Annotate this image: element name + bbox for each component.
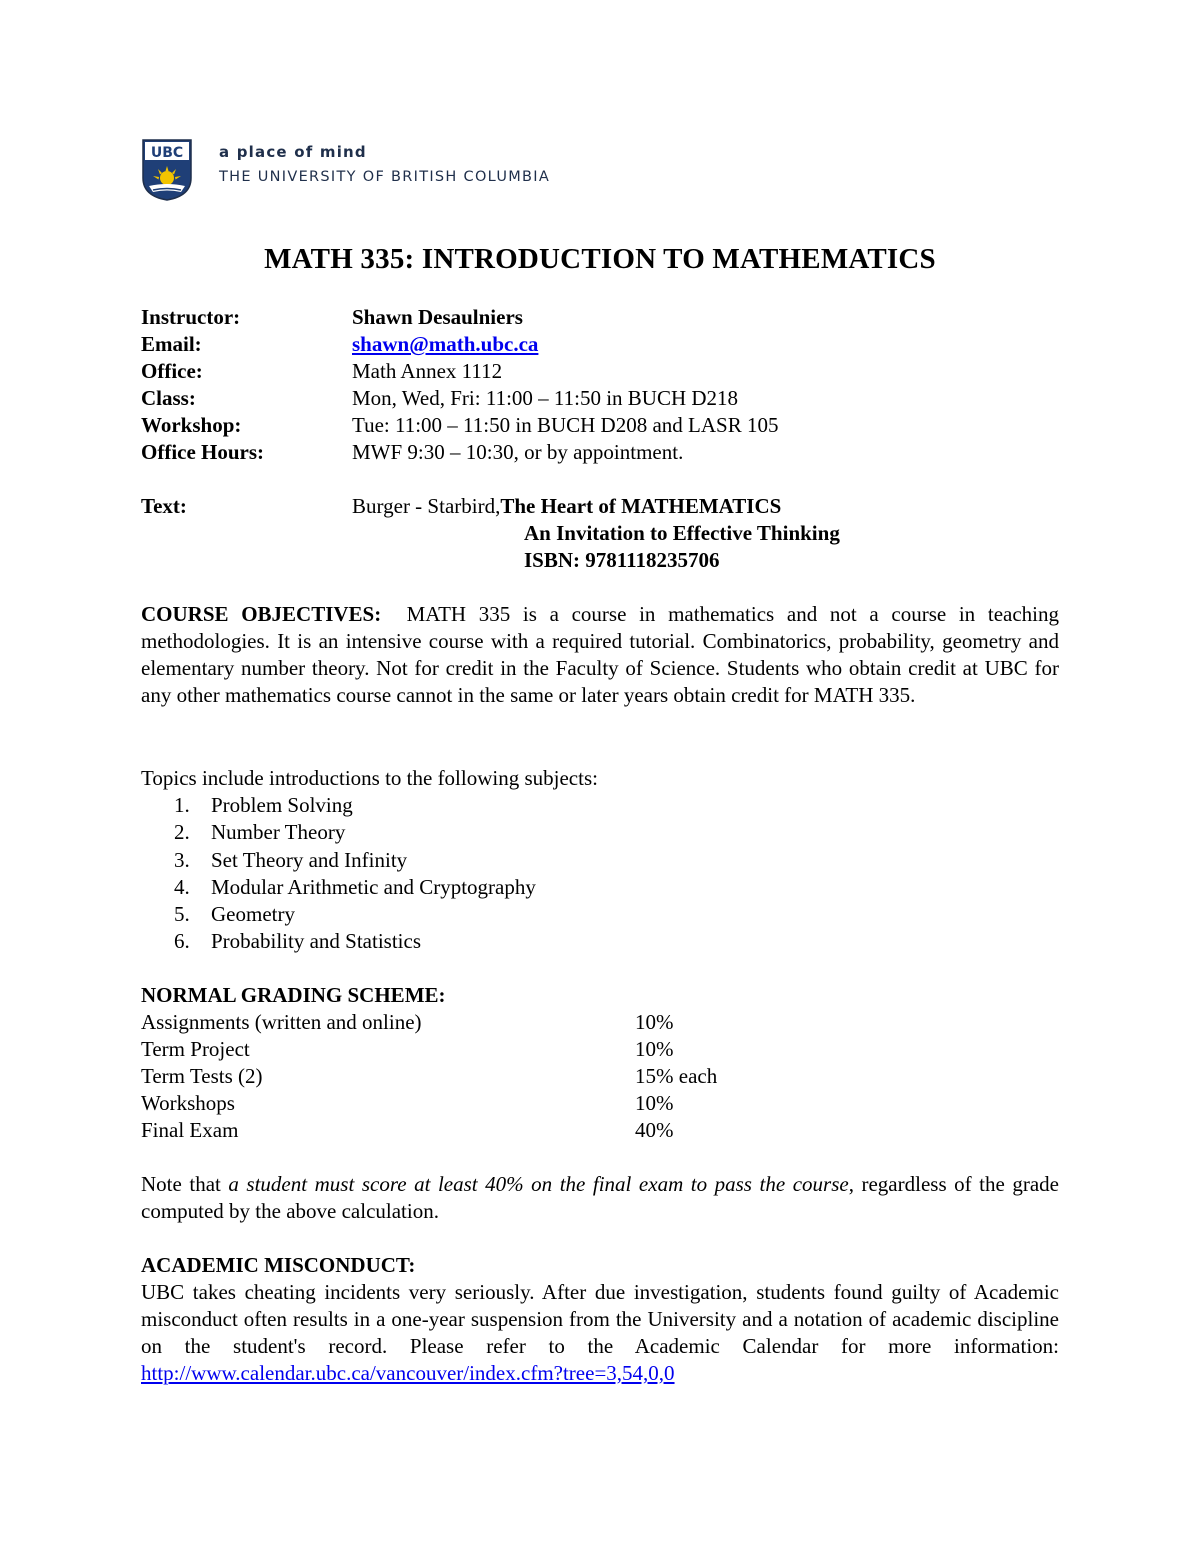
list-number: 6.: [174, 929, 190, 954]
list-text: Number Theory: [211, 820, 346, 845]
grade-weight: 40%: [635, 1118, 674, 1142]
grade-row: [141, 1090, 674, 1117]
text-isbn: ISBN: 9781118235706: [524, 548, 720, 572]
text-book-title: The Heart of MATHEMATICS: [500, 494, 782, 518]
info-value: Math Annex 1112: [352, 359, 503, 383]
grading-note: [141, 1171, 1059, 1225]
info-label: Email:: [141, 332, 202, 356]
grading-heading: NORMAL GRADING SCHEME:: [141, 983, 446, 1007]
list-item: [174, 819, 536, 846]
grade-weight: 15% each: [635, 1064, 718, 1088]
info-label: Office Hours:: [141, 440, 265, 464]
list-text: Modular Arithmetic and Cryptography: [211, 874, 536, 899]
misconduct-text: UBC takes cheating incidents very seriously. After due investigation, students found guilty of Academic misconduct often results in a one-year suspension from the University and a notation of academic discipline on the student's record. Please refer to the Academic Calendar for more information:: [141, 1280, 1059, 1358]
misconduct-heading: ACADEMIC MISCONDUCT:: [141, 1253, 416, 1277]
university-name: THE UNIVERSITY OF BRITISH COLUMBIA: [219, 169, 551, 185]
list-number: 3.: [174, 847, 190, 872]
course-objectives: [141, 601, 1059, 709]
objectives-heading: COURSE OBJECTIVES:: [141, 602, 382, 626]
grade-row: [141, 1009, 674, 1036]
grade-item: Assignments (written and online): [141, 1010, 422, 1034]
logo-tagline: a place of mind: [219, 143, 367, 161]
list-text: Set Theory and Infinity: [211, 847, 408, 872]
note-post: , regardless of the grade computed by the above calculation.: [141, 1172, 1060, 1223]
info-row-class: [141, 385, 738, 412]
list-item: [174, 901, 536, 928]
list-text: Geometry: [211, 902, 295, 927]
info-row-office-hours: [141, 439, 683, 466]
grade-row: [141, 1063, 717, 1090]
list-text: Probability and Statistics: [211, 929, 421, 954]
grade-weight: 10%: [635, 1037, 674, 1061]
list-item: [174, 847, 536, 874]
grade-item: Final Exam: [141, 1118, 239, 1142]
grade-row: [141, 1117, 674, 1144]
info-row-office: [141, 358, 502, 385]
note-pre: Note that: [141, 1172, 229, 1196]
grade-item: Workshops: [141, 1091, 235, 1115]
topics-intro: Topics include introductions to the following subjects:: [141, 766, 598, 790]
info-value: Tue: 11:00 – 11:50 in BUCH D208 and LASR 105: [352, 413, 779, 437]
list-number: 1.: [174, 793, 190, 817]
grade-weight: 10%: [635, 1010, 674, 1034]
info-label: Class:: [141, 386, 196, 410]
list-number: 2.: [174, 820, 190, 845]
list-number: 4.: [174, 874, 190, 899]
grade-item: Term Project: [141, 1037, 250, 1061]
text-authors: Burger - Starbird,: [352, 494, 501, 518]
list-item: [174, 792, 536, 819]
note-emphasis: a student must score at least 40% on the final exam to pass the course: [228, 1172, 849, 1196]
grade-row: [141, 1036, 674, 1063]
grade-item: Term Tests (2): [141, 1064, 263, 1088]
calendar-link[interactable]: http://www.calendar.ubc.ca/vancouver/index.cfm?tree=3,54,0,0: [141, 1361, 675, 1385]
email-link[interactable]: shawn@math.ubc.ca: [352, 332, 539, 356]
objectives-body: MATH 335 is a course in mathematics and not a course in teaching methodologies. It is an intensive course with a required tutorial. Combinatorics, probability, geometry and elementary number theory. Not for credit in the Faculty of Science. Students who obtain credit at UBC for any other mathematics course cannot in the same or later years obtain credit for MATH 335.: [141, 602, 1059, 707]
grade-weight: 10%: [635, 1091, 674, 1115]
topic-list: [174, 792, 536, 956]
info-label: Office:: [141, 359, 203, 383]
info-row-workshop: [141, 412, 778, 439]
list-number: 5.: [174, 902, 190, 927]
misconduct-body: [141, 1279, 1059, 1387]
logo-text: UBC: [150, 145, 184, 161]
info-label: Workshop:: [141, 413, 242, 437]
info-row-instructor: [141, 304, 523, 331]
info-row-email: [141, 331, 538, 358]
info-value: MWF 9:30 – 10:30, or by appointment.: [352, 440, 684, 464]
list-text: Problem Solving: [211, 793, 353, 817]
list-item: [174, 874, 536, 901]
text-subtitle: An Invitation to Effective Thinking: [524, 521, 840, 545]
info-label: Text:: [141, 494, 187, 518]
ubc-crest-icon: [141, 138, 193, 202]
list-item: [174, 928, 536, 955]
page-title: MATH 335: INTRODUCTION TO MATHEMATICS: [264, 243, 936, 275]
info-row-text: [141, 493, 781, 520]
info-value: Mon, Wed, Fri: 11:00 – 11:50 in BUCH D218: [352, 386, 739, 410]
info-label: Instructor:: [141, 305, 241, 329]
instructor-name: Shawn Desaulniers: [352, 305, 523, 329]
